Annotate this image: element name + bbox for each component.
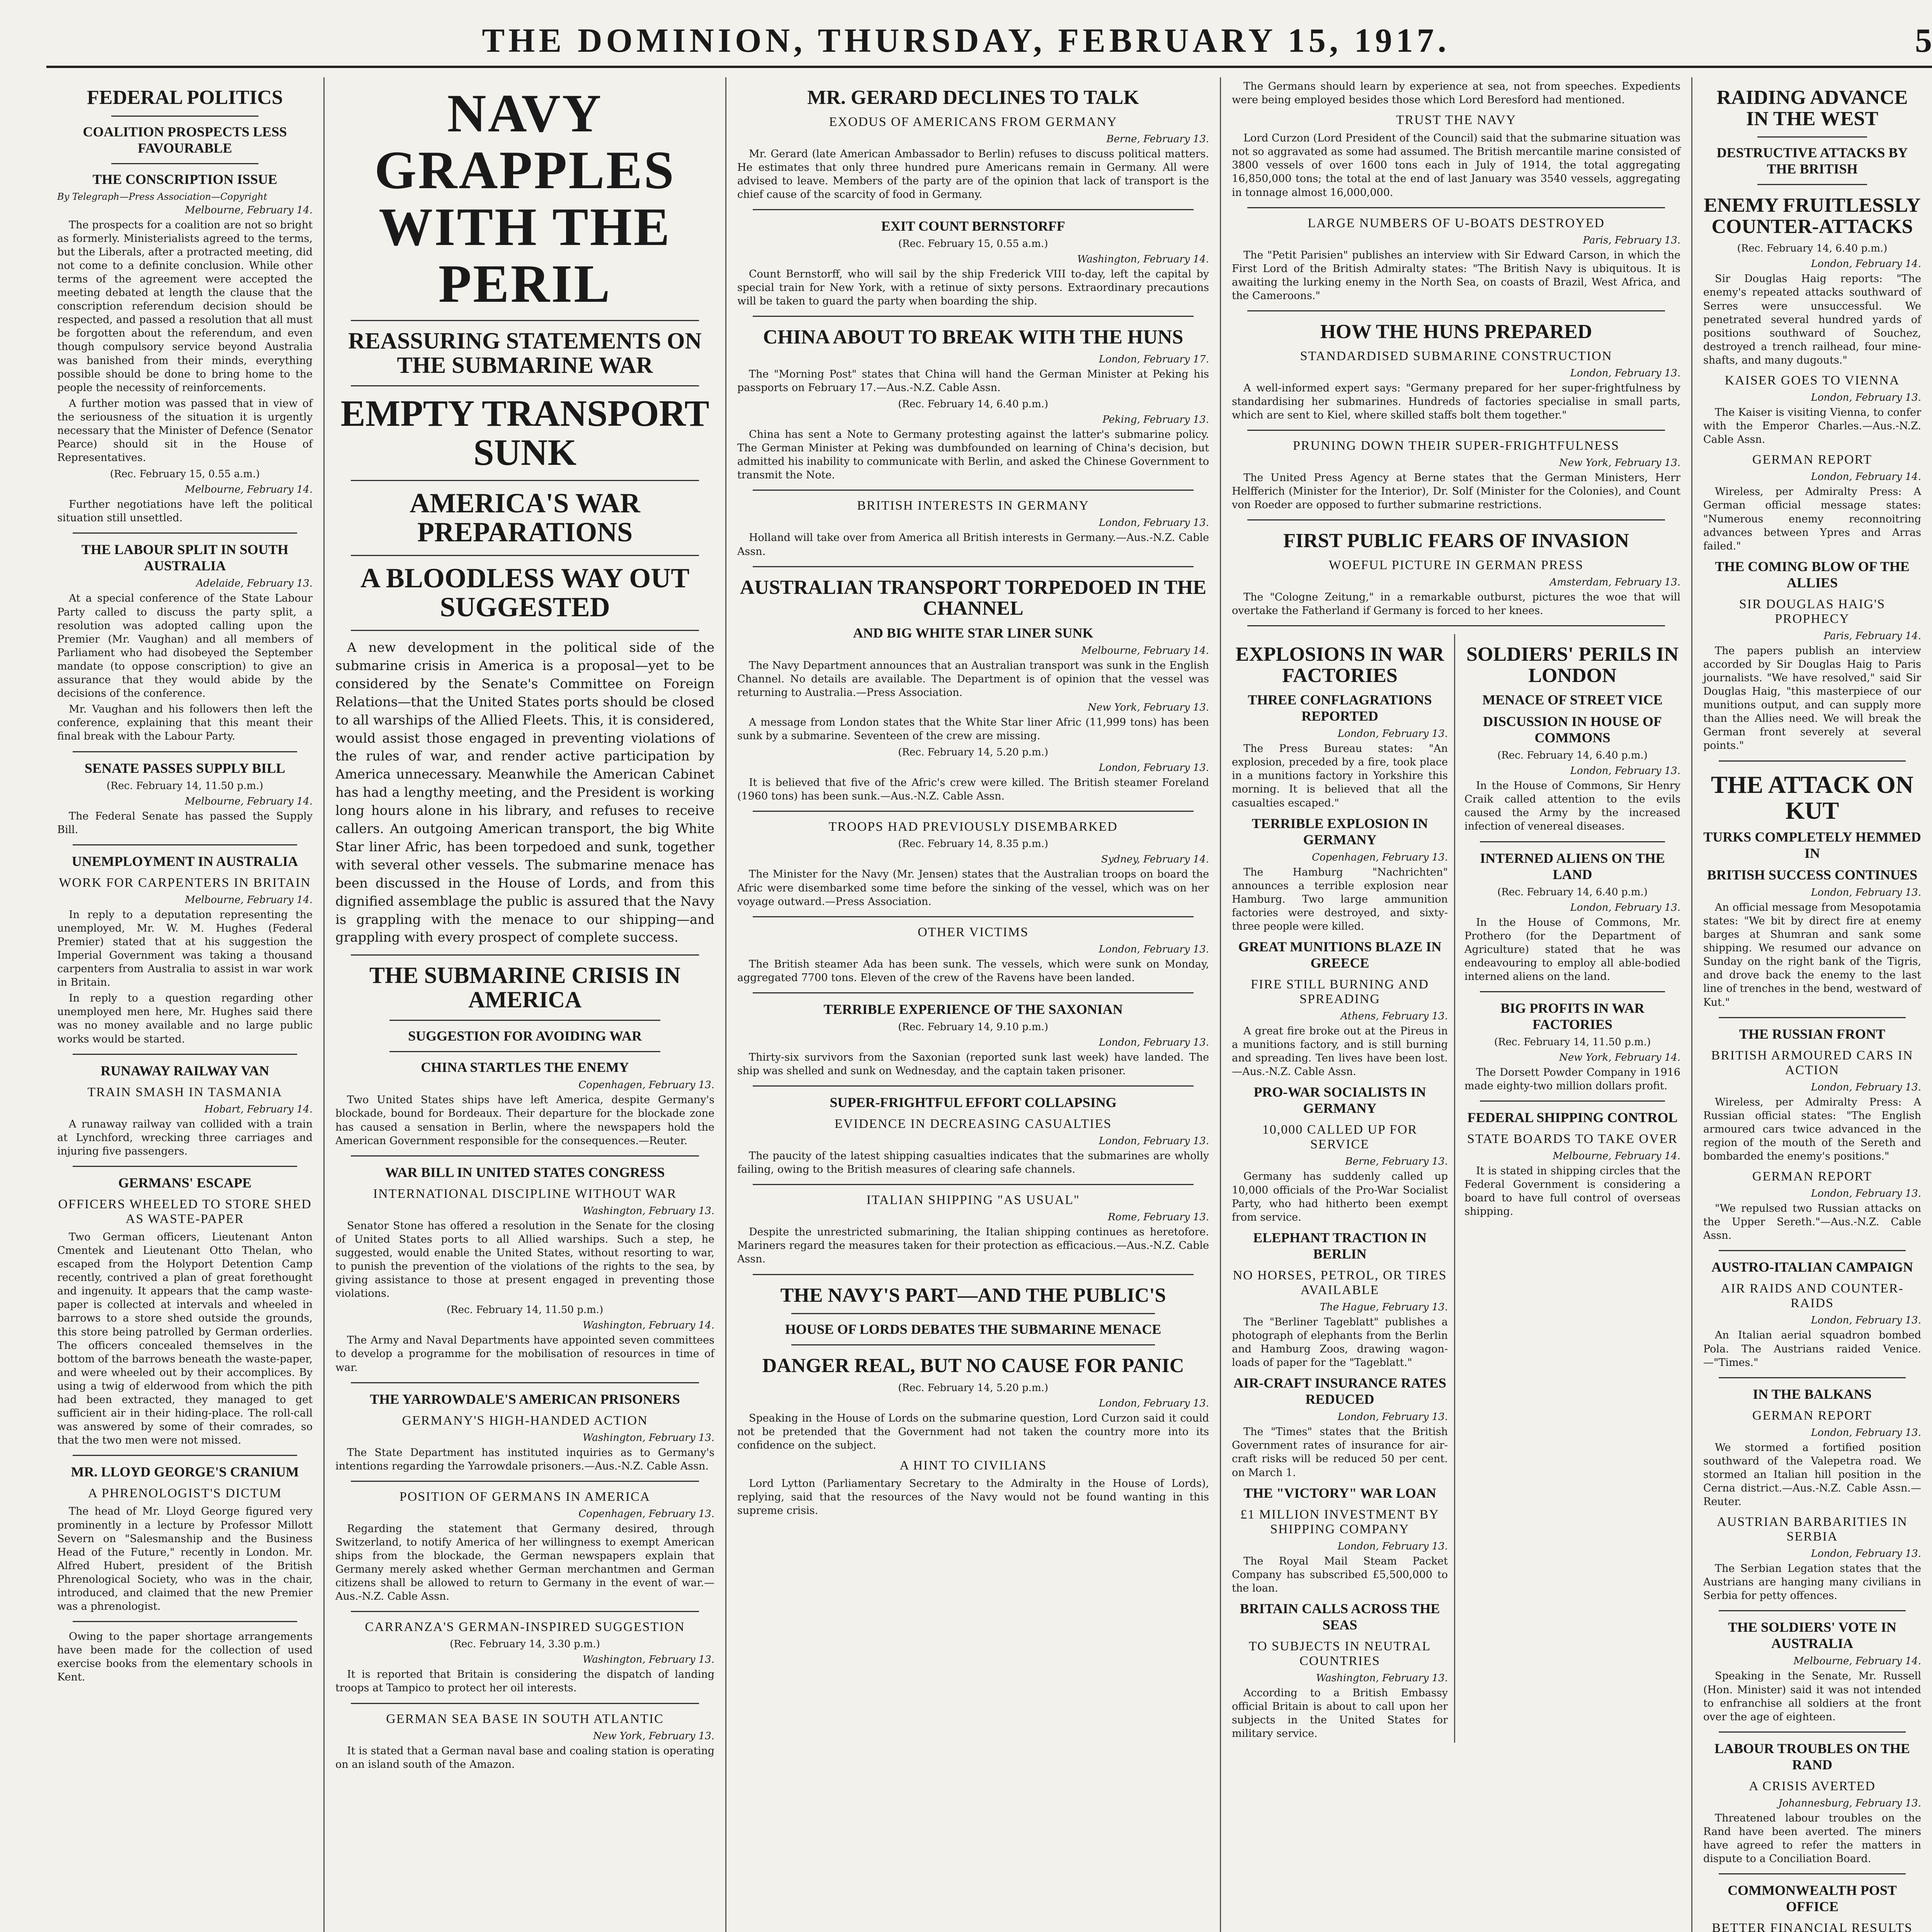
article-paragraph: The "Berliner Tageblatt" publishes a photograph of elephants from the Berlin and Hamburg Zoos, drawing wagon-loads of paper for the "Tageblatt."	[1232, 1316, 1448, 1369]
dateline: New York, February 14.	[1559, 1052, 1680, 1063]
dateline: Berne, February 13.	[1345, 1156, 1448, 1168]
divider	[389, 1020, 660, 1021]
subheadline: THE YARROWDALE'S AMERICAN PRISONERS	[370, 1391, 680, 1407]
dateline: Melbourne, February 14.	[185, 894, 313, 906]
article-paragraph: Sir Douglas Haig reports: "The enemy's repeated attacks southward of Serres were unsuccessful. We penetrated several hundred yards of positions southward of Souchez, destroyed a trench railhead, four mine-shafts, and many dugouts."	[1703, 273, 1921, 366]
divider	[389, 1051, 660, 1052]
article-paragraph: A great fire broke out at the Pireus in a munitions factory, and is still burning and spreading. Ten lives have been lost.—Aus.-N.Z. Cable Assn.	[1232, 1025, 1448, 1078]
subheadline: TRUST THE NAVY	[1396, 113, 1517, 128]
subheadline: A PHRENOLOGIST'S DICTUM	[88, 1486, 282, 1501]
article-paragraph: Further negotiations have left the political situation still unsettled.	[57, 498, 313, 524]
subheadline: GERMANS' ESCAPE	[118, 1175, 252, 1190]
subheadline: TRAIN SMASH IN TASMANIA	[87, 1085, 282, 1099]
subheadline: KAISER GOES TO VIENNA	[1725, 373, 1900, 388]
article-paragraph: In the House of Commons, Mr. Prothero (for the Department of Agriculture) stated that he was endeavouring to employ all able-bodied interned aliens on the land.	[1464, 916, 1680, 983]
received-note: (Rec. February 14, 6.40 p.m.)	[1497, 886, 1648, 898]
subheadline: STANDARDISED SUBMARINE CONSTRUCTION	[1300, 349, 1612, 363]
subheadline: HOUSE OF LORDS DEBATES THE SUBMARINE MENACE	[785, 1321, 1162, 1337]
received-note: (Rec. February 14, 6.40 p.m.)	[898, 398, 1048, 410]
dateline: Washington, February 13.	[582, 1205, 714, 1217]
headline: AUSTRALIAN TRANSPORT TORPEDOED IN THE CHANNEL	[740, 576, 1206, 620]
dateline: London, February 13.	[1811, 1548, 1921, 1560]
article-paragraph: An official message from Mesopotamia states: "We bit by direct fire at enemy barges at Shumran and sank some shipping. We resumed our advance on Sunday on the right bank of the Tigris, and drove back the enemy to the last line of trenches in the bend, westward of Kut."	[1703, 901, 1921, 1009]
article-paragraph: An Italian aerial squadron bombed Pola. The Austrians raided Venice.—"Times."	[1703, 1329, 1921, 1369]
received-note: (Rec. February 15, 0.55 a.m.)	[898, 238, 1048, 250]
article-paragraph: The head of Mr. Lloyd George figured very prominently in a lecture by Professor Millott Severn on "Salesmanship and the Business Head of the Future," recently in London. Mr. Alfred Hubert, president of the British Phrenological Society, who was in the chair, introduced, and claimed that the new Premier was a phrenologist.	[57, 1505, 313, 1613]
subheadline: EXIT COUNT BERNSTORFF	[881, 218, 1065, 234]
article-paragraph: The "Petit Parisien" publishes an interview with Sir Edward Carson, in which the First Lord of the British Admiralty states: "The British Navy is ubiquitous. It is awaiting the lurking enemy in the North Sea, on coasts of Brazil, West Africa, and the Cameroons."	[1232, 249, 1680, 302]
subheadline: WOEFUL PICTURE IN GERMAN PRESS	[1328, 558, 1584, 572]
column-1	[46, 77, 325, 1932]
dateline: London, February 13.	[1570, 901, 1680, 913]
divider	[1719, 1610, 1906, 1611]
article-paragraph: The "Times" states that the British Government rates of insurance for air-craft risks will be reduced 50 per cent. on March 1.	[1232, 1426, 1448, 1479]
article-paragraph: The Federal Senate has passed the Supply Bill.	[57, 810, 313, 836]
subheadline: GERMAN REPORT	[1752, 1169, 1872, 1184]
divider	[351, 1703, 699, 1704]
subheadline: THE RUSSIAN FRONT	[1739, 1026, 1886, 1042]
divider	[73, 751, 297, 752]
divider	[1480, 841, 1665, 842]
subheadline: WORK FOR CARPENTERS IN BRITAIN	[59, 875, 311, 890]
subheadline: DESTRUCTIVE ATTACKS BY THE BRITISH	[1716, 145, 1908, 177]
subheadline: AIR RAIDS AND COUNTER-RAIDS	[1721, 1281, 1904, 1311]
article-paragraph: Senator Stone has offered a resolution in the Senate for the closing of United States ports to all Allied warships. Such a step, he suggested, would enable the United States, without resorting to war, to punish the prevention of the violations of the rights to the sea, by giving assistance to those at present engaged in preventing those violations.	[335, 1219, 714, 1300]
subheadline: UNEMPLOYMENT IN AUSTRALIA	[71, 853, 298, 869]
subheadline: AIR-CRAFT INSURANCE RATES REDUCED	[1233, 1375, 1446, 1407]
dateline: London, February 13.	[1099, 1135, 1209, 1147]
article-paragraph: Holland will take over from America all British interests in Germany.—Aus.-N.Z. Cable Assn.	[737, 532, 1209, 558]
dateline: Melbourne, February 14.	[1553, 1150, 1680, 1162]
article-paragraph: We stormed a fortified position southward of the Valepetra road. We stormed an Italian hill position in the Cerna district.—Aus.-N.Z. Cable Assn.—Reuter.	[1703, 1441, 1921, 1508]
divider	[1719, 1731, 1906, 1733]
article-paragraph: Count Bernstorff, who will sail by the ship Frederick VIII to-day, left the capital by special train for New York, with a retinue of sixty persons. Extraordinary precautions will be taken to guard the party when boarding the ship.	[737, 268, 1209, 308]
dateline: Rome, February 13.	[1108, 1211, 1209, 1223]
subheadline: THE CONSCRIPTION ISSUE	[92, 171, 277, 187]
byline: By Telegraph—Press Association—Copyright	[57, 191, 267, 202]
subheadline: PRO-WAR SOCIALISTS IN GERMANY	[1253, 1084, 1426, 1116]
dateline: London, February 17.	[1099, 353, 1209, 365]
divider	[1757, 184, 1867, 185]
dateline: Berne, February 13.	[1106, 133, 1209, 145]
received-note: (Rec. February 14, 3.30 p.m.)	[450, 1638, 600, 1650]
headline: DANGER REAL, BUT NO CAUSE FOR PANIC	[762, 1355, 1184, 1377]
headline: A BLOODLESS WAY OUT SUGGESTED	[360, 562, 690, 623]
dateline: Adelaide, February 13.	[196, 578, 313, 590]
divider	[73, 1054, 297, 1055]
divider	[791, 1344, 1155, 1345]
article-paragraph: According to a British Embassy official Britain is about to call upon her subjects in the United States for military service.	[1232, 1687, 1448, 1740]
lead-article	[335, 639, 714, 947]
divider	[1719, 1017, 1906, 1018]
article-paragraph: Despite the unrestricted submarining, the Italian shipping continues as heretofore. Mariners regard the measures taken for their protection as efficacious.—Aus.-N.Z. Cable Assn.	[737, 1226, 1209, 1265]
masthead	[46, 15, 1932, 68]
article-paragraph: The Royal Mail Steam Packet Company has subscribed £5,500,000 to the loan.	[1232, 1555, 1448, 1594]
dateline: Melbourne, February 14.	[185, 484, 313, 496]
subheadline: THE "VICTORY" WAR LOAN	[1243, 1485, 1436, 1501]
article-paragraph: The United Press Agency at Berne states that the German Ministers, Herr Helfferich (Minister for the Interior), Dr. Solf (Minister for the Colonies), and Count von Roeder are opposed to further submarine restrictions.	[1232, 471, 1680, 511]
received-note: (Rec. February 14, 5.20 p.m.)	[898, 1382, 1048, 1394]
headline: EXPLOSIONS IN WAR FACTORIES	[1235, 643, 1444, 687]
dateline: London, February 13.	[1099, 762, 1209, 774]
subheadline: THREE CONFLAGRATIONS REPORTED	[1248, 692, 1432, 724]
subheadline: TERRIBLE EXPERIENCE OF THE SAXONIAN	[823, 1001, 1123, 1017]
divider	[73, 1621, 297, 1622]
received-note: (Rec. February 14, 5.20 p.m.)	[898, 747, 1048, 759]
dateline: London, February 13.	[1099, 1036, 1209, 1048]
divider	[73, 844, 297, 845]
headline: CHINA ABOUT TO BREAK WITH THE HUNS	[763, 326, 1184, 349]
dateline: New York, February 13.	[593, 1730, 714, 1742]
subheadline: GERMANY'S HIGH-HANDED ACTION	[402, 1413, 648, 1428]
received-note: (Rec. February 14, 6.40 p.m.)	[1737, 243, 1888, 255]
dateline: Paris, February 13.	[1583, 234, 1680, 246]
divider	[1719, 1250, 1906, 1251]
subheadline: TO SUBJECTS IN NEUTRAL COUNTRIES	[1248, 1639, 1431, 1668]
subheadline: A CRISIS AVERTED	[1749, 1779, 1876, 1793]
received-note: (Rec. February 14, 6.40 p.m.)	[1497, 750, 1648, 762]
article-paragraph: A message from London states that the White Star liner Afric (11,999 tons) has been sunk by a submarine. Seventeen of the crew are missing.	[737, 716, 1209, 742]
article-paragraph: It is stated in shipping circles that the Federal Government is considering a board to have full control of overseas shipping.	[1464, 1165, 1680, 1218]
article-paragraph: It is believed that five of the Afric's crew were killed. The British steamer Foreland (1960 tons) has been sunk.—Aus.-N.Z. Cable Assn.	[737, 777, 1209, 803]
subheadline: AUSTRIAN BARBARITIES IN SERBIA	[1717, 1515, 1908, 1544]
headline: THE ATTACK ON KUT	[1711, 770, 1913, 824]
article-paragraph: The papers publish an interview accorded by Sir Douglas Haig to Paris journalists. "We have resolved," said Sir Douglas Haig, "this masterpiece of our munitions output, and can supply more than the Allies need. We will break the German front severely at several points."	[1703, 645, 1921, 752]
dateline: Copenhagen, February 13.	[578, 1079, 714, 1091]
divider	[111, 163, 259, 164]
divider	[351, 320, 699, 321]
page-number: 5	[1915, 22, 1932, 60]
dateline: Washington, February 13.	[1316, 1672, 1448, 1684]
article-paragraph: Speaking in the Senate, Mr. Russell (Hon. Minister) said it was not intended to enfranchise all soldiers at the front over the age of eighteen.	[1703, 1670, 1921, 1723]
divider	[1247, 310, 1665, 311]
dateline: Peking, February 13.	[1102, 414, 1209, 426]
divider	[1480, 991, 1665, 992]
article-paragraph: At a special conference of the State Labour Party called to discuss the party split, a resolution was adopted calling upon the Premier (Mr. Vaughan) and all members of Parliament who had disobeyed the September mandate (to oppose conscription) to give an assurance that they would abide by the decisions of the conference.	[57, 592, 313, 700]
divider	[753, 490, 1194, 491]
article-paragraph: The Dorsett Powder Company in 1916 made eighty-two million dollars profit.	[1464, 1066, 1680, 1092]
dateline: London, February 13.	[1337, 1411, 1448, 1423]
dateline: London, February 13.	[1811, 886, 1921, 898]
dateline: London, February 13.	[1570, 765, 1680, 777]
divider	[753, 1184, 1194, 1185]
newspaper-page	[46, 77, 1932, 1932]
subheadline: IN THE BALKANS	[1753, 1386, 1872, 1402]
article-paragraph: Threatened labour troubles on the Rand have been averted. The miners have agreed to refer the matters in dispute to a Conciliation Board.	[1703, 1812, 1921, 1865]
divider	[753, 1085, 1194, 1087]
subheadline: AND BIG WHITE STAR LINER SUNK	[853, 625, 1094, 641]
dateline: London, February 13.	[1811, 1188, 1921, 1200]
received-note: (Rec. February 14, 11.50 p.m.)	[106, 780, 264, 792]
sub-column-right	[1464, 634, 1680, 1743]
article-paragraph: Thirty-six survivors from the Saxonian (reported sunk last week) have landed. The ship was shelled and sunk on Wednesday, and the captain taken prisoner.	[737, 1051, 1209, 1077]
article-paragraph: A well-informed expert says: "Germany prepared for her super-frightfulness by standardising her submarines. Hundreds of factories specialise in small parts, which are sent to Kiel, where skilled staffs bolt them together."	[1232, 382, 1680, 421]
divider	[791, 1313, 1155, 1314]
divider	[73, 532, 297, 534]
divider	[753, 916, 1194, 917]
subheadline: POSITION OF GERMANS IN AMERICA	[399, 1489, 651, 1504]
dateline: Amsterdam, February 13.	[1549, 576, 1680, 588]
article-paragraph: The Serbian Legation states that the Austrians are hanging many civilians in Serbia for petty offences.	[1703, 1563, 1921, 1602]
subheadline: RUNAWAY RAILWAY VAN	[100, 1063, 269, 1078]
headline: EMPTY TRANSPORT SUNK	[340, 393, 709, 473]
dateline: Melbourne, February 14.	[185, 204, 313, 216]
subheadline: SIR DOUGLAS HAIG'S PROPHECY	[1739, 597, 1886, 626]
dateline: The Hague, February 13.	[1320, 1301, 1448, 1313]
subheadline: A HINT TO CIVILIANS	[900, 1458, 1047, 1473]
divider	[753, 992, 1194, 993]
subheadline: TROOPS HAD PREVIOUSLY DISEMBARKED	[828, 820, 1118, 834]
article-paragraph: Two United States ships have left America, despite Germany's blockade, bound for Bordeaux. Their departure for the blockade zone has caused a sensation in Berlin, where the newspapers hold the American Government responsible for the consequences.—Reuter.	[335, 1094, 714, 1147]
divider	[73, 1166, 297, 1167]
dateline: Hobart, February 14.	[204, 1103, 313, 1115]
dateline: New York, February 13.	[1559, 457, 1680, 469]
headline: FIRST PUBLIC FEARS OF INVASION	[1283, 530, 1629, 552]
subheadline: OFFICERS WHEELED TO STORE SHED AS WASTE-PAPER	[58, 1197, 312, 1226]
dateline: Washington, February 13.	[582, 1654, 714, 1666]
headline: MR. GERARD DECLINES TO TALK	[807, 87, 1139, 109]
divider	[1480, 1100, 1665, 1102]
article-paragraph: Owing to the paper shortage arrangements have been made for the collection of used exercise books from the elementary schools in Kent.	[57, 1631, 313, 1684]
article-paragraph: A further motion was passed that in view of the seriousness of the situation it is urgently necessary that the Minister of Defence (Senator Pearce) should sit in the House of Representatives.	[57, 397, 313, 464]
divider	[1247, 207, 1665, 208]
subheadline: COMMONWEALTH POST OFFICE	[1728, 1883, 1897, 1915]
subheadline: OTHER VICTIMS	[918, 925, 1029, 939]
headline: THE SUBMARINE CRISIS IN AMERICA	[369, 963, 681, 1013]
dateline: London, February 13.	[1337, 1540, 1448, 1552]
subheadline: FEDERAL SHIPPING CONTROL	[1467, 1110, 1678, 1126]
article-paragraph: Regarding the statement that Germany desired, through Switzerland, to notify America of her willingness to exempt American ships from the blockade, the German newspapers explain that Germany merely asked whether German merchantmen and German citizens shall be allowed to return to Germany in the event of war.—Aus.-N.Z. Cable Assn.	[335, 1522, 714, 1603]
article-paragraph: The Kaiser is visiting Vienna, to confer with the Emperor Charles.—Aus.-N.Z. Cable Assn.	[1703, 406, 1921, 446]
subheadline: GERMAN SEA BASE IN SOUTH ATLANTIC	[386, 1711, 664, 1726]
dateline: Melbourne, February 14.	[1081, 645, 1209, 656]
article-paragraph: Wireless, per Admiralty Press: A German official message states: "Numerous enemy reconnoitring advances between Ypres and Arras failed."	[1703, 486, 1921, 552]
divider	[1719, 760, 1906, 762]
dateline: Washington, February 13.	[582, 1432, 714, 1444]
article-paragraph: Two German officers, Lieutenant Anton Cmentek and Lieutenant Otto Thelan, who escaped from the Holyport Detention Camp recently, contrived a plan of great forethought and ingenuity. It appears that the camp waste-paper is collected at intervals and wheeled in barrows to a store shed outside the grounds, this store being patrolled by German orderlies. The officers concealed themselves in the bottom of the barrows beneath the waste-paper, and were wheeled out by their accomplices. By using a twig of elderwood from which the pith had been extracted, they managed to get sufficient air in their hiding-place. The roll-call was answered by some of their comrades, so that the two men were not missed.	[57, 1231, 313, 1447]
headline: HOW THE HUNS PREPARED	[1320, 321, 1592, 343]
article-paragraph: Lord Curzon (Lord President of the Council) said that the submarine situation was not so aggravated as some had assumed. The British mercantile marine consisted of 3800 vessels of over 1600 tons each in July of 1914, the total aggregating 16,850,000 tons; the total at the end of last January was 3540 vessels, aggregating in tonnage almost 16,000,000.	[1232, 132, 1680, 199]
divider	[351, 1382, 699, 1383]
subheadline: INTERNED ALIENS ON THE LAND	[1480, 850, 1665, 882]
headline: FEDERAL POLITICS	[87, 87, 283, 109]
article-paragraph: The Hamburg "Nachrichten" announces a terrible explosion near Hamburg. Two large ammunition factories were destroyed, and sixty-three people were killed.	[1232, 866, 1448, 932]
subheadline: £1 MILLION INVESTMENT BY SHIPPING COMPANY	[1240, 1507, 1439, 1536]
subheadline: CARRANZA'S GERMAN-INSPIRED SUGGESTION	[365, 1620, 685, 1634]
divider	[1247, 430, 1665, 431]
subheadline: BETTER FINANCIAL RESULTS	[1712, 1921, 1913, 1932]
headline: RAIDING ADVANCE IN THE WEST	[1716, 87, 1908, 130]
column-3	[726, 77, 1221, 1932]
subheadline: GREAT MUNITIONS BLAZE IN GREECE	[1238, 939, 1442, 971]
dateline: Sydney, February 14.	[1101, 854, 1209, 866]
subheadline: STATE BOARDS TO TAKE OVER	[1467, 1132, 1678, 1146]
column-5	[1692, 77, 1932, 1932]
headline: ENEMY FRUITLESSLY COUNTER-ATTACKS	[1704, 194, 1921, 238]
dateline: Washington, February 14.	[582, 1320, 714, 1332]
dateline: London, February 13.	[1099, 943, 1209, 955]
divider	[753, 316, 1194, 317]
dateline: London, February 13.	[1811, 392, 1921, 404]
article-paragraph: The State Department has instituted inquiries as to Germany's intentions regarding the Yarrowdale prisoners.—Aus.-N.Z. Cable Assn.	[335, 1446, 714, 1472]
dateline: London, February 14.	[1811, 258, 1921, 270]
subheadline: AUSTRO-ITALIAN CAMPAIGN	[1711, 1259, 1913, 1275]
subheadline: SUPER-FRIGHTFUL EFFORT COLLAPSING	[830, 1095, 1117, 1111]
subheadline: TERRIBLE EXPLOSION IN GERMANY	[1252, 815, 1428, 847]
subheadline: TURKS COMPLETELY HEMMED IN	[1703, 829, 1921, 861]
headline: AMERICA'S WAR PREPARATIONS	[410, 487, 640, 548]
dateline: London, February 13.	[1099, 517, 1209, 529]
subheadline: BRITAIN CALLS ACROSS THE SEAS	[1240, 1600, 1440, 1633]
dateline: London, February 13.	[1811, 1315, 1921, 1327]
subheadline: WAR BILL IN UNITED STATES CONGRESS	[385, 1164, 665, 1180]
subheadline: THE LABOUR SPLIT IN SOUTH AUSTRALIA	[81, 542, 289, 574]
divider	[1757, 136, 1867, 138]
dateline: London, February 13.	[1570, 367, 1680, 379]
divider	[351, 385, 699, 386]
column-2	[325, 77, 726, 1932]
article-paragraph: The Army and Naval Departments have appointed seven committees to develop a programme for the mobilisation of resources in time of war.	[335, 1334, 714, 1374]
main-headline: NAVY GRAPPLES WITH THE PERIL	[374, 83, 675, 314]
article-paragraph: The paucity of the latest shipping casualties indicates that the submarines are wholly failing, owing to the British measures of clearing safe channels.	[737, 1150, 1209, 1176]
article-paragraph: Mr. Gerard (late American Ambassador to Berlin) refuses to discuss political matters. He estimates that only three hundred pure Americans remain in Germany. All were advised to leave. Members of the party are of the opinion that lack of transport is the chief cause of the scarcity of food in Germany.	[737, 148, 1209, 201]
article-paragraph: China has sent a Note to Germany protesting against the latter's submarine policy. The German Minister at Peking was dumbfounded on learning of China's decision, but admitted his inability to communicate with Berlin, and asked the Chinese Government to transmit the Note.	[737, 429, 1209, 481]
dateline: Paris, February 14.	[1823, 630, 1921, 642]
divider	[351, 1155, 699, 1156]
received-note: (Rec. February 14, 9.10 p.m.)	[898, 1021, 1048, 1033]
article-paragraph: The "Cologne Zeitung," in a remarkable outburst, pictures the woe that will overtake the Fatherland if Germany is forced to her knees.	[1232, 591, 1680, 617]
dateline: New York, February 13.	[1088, 702, 1209, 714]
masthead-title: THE DOMINION, THURSDAY, FEBRUARY 15, 1917.	[482, 22, 1450, 60]
divider	[351, 1481, 699, 1482]
headline: REASSURING STATEMENTS ON THE SUBMARINE WAR	[348, 328, 702, 378]
received-note: (Rec. February 14, 8.35 p.m.)	[898, 838, 1048, 850]
dateline: London, February 13.	[1811, 1081, 1921, 1093]
article-paragraph: Lord Lytton (Parliamentary Secretary to the Admiralty in the House of Lords), replying, said that the resources of the Navy would not be found wanting in this supreme crisis.	[737, 1478, 1209, 1517]
subheadline: THE COMING BLOW OF THE ALLIES	[1715, 558, 1910, 590]
article-paragraph: Germany has suddenly called up 10,000 officials of the Pro-War Socialist Party, who had hitherto been exempt from service.	[1232, 1170, 1448, 1223]
subheadline: GERMAN REPORT	[1752, 452, 1872, 467]
subheadline: MR. LLOYD GEORGE'S CRANIUM	[71, 1464, 299, 1480]
article-paragraph: In reply to a question regarding other unemployed men here, Mr. Hughes said there was no money available and no large public works would be started.	[57, 992, 313, 1045]
article-paragraph: Mr. Vaughan and his followers then left the conference, explaining that this meant their final break with the Labour Party.	[57, 703, 313, 743]
divider	[1719, 1377, 1906, 1378]
divider	[351, 1611, 699, 1612]
two-column-section	[1232, 634, 1680, 1743]
article-paragraph: The "Morning Post" states that China will hand the German Minister at Peking his passports on February 17.—Aus.-N.Z. Cable Assn.	[737, 368, 1209, 394]
dateline: Copenhagen, February 13.	[578, 1508, 714, 1520]
divider	[1719, 1873, 1906, 1874]
subheadline: PRUNING DOWN THEIR SUPER-FRIGHTFULNESS	[1293, 438, 1620, 453]
sub-column-left	[1232, 634, 1455, 1743]
article-paragraph: A new development in the political side of the submarine crisis in America is a proposal—yet to be considered by the Senate's Committee on Foreign Relations—that the United States ports should be closed to all warships of the Allied Fleets. This, it is considered, would assist those engaged in preventing violations of the rules of war, and render active participation by America unnecessary. Meanwhile the American Cabinet has had a lengthy meeting, and the President is working long hours alone in his library, and refuses to receive callers. An outgoing American transport, the big White Star liner Afric, has been torpedoed and sunk, together with several other vessels. The submarine menace has been discussed in the House of Lords, and from this dignified assemblage the public is assured that the Navy is grappling with the menace to our shipping—and grappling with every prospect of complete success.	[335, 639, 714, 946]
subheadline: BRITISH INTERESTS IN GERMANY	[857, 498, 1089, 513]
received-note: (Rec. February 14, 11.50 p.m.)	[1494, 1036, 1651, 1048]
divider	[753, 566, 1194, 567]
dateline: London, February 14.	[1811, 471, 1921, 483]
dateline: Melbourne, February 14.	[1793, 1655, 1921, 1667]
divider	[351, 630, 699, 631]
subheadline: SENATE PASSES SUPPLY BILL	[84, 760, 286, 776]
divider	[351, 954, 699, 956]
subheadline: GERMAN REPORT	[1752, 1408, 1872, 1423]
divider	[753, 1274, 1194, 1275]
subheadline: EVIDENCE IN DECREASING CASUALTIES	[834, 1117, 1112, 1131]
article-paragraph: The Germans should learn by experience at sea, not from speeches. Expedients were being employed besides those which Lord Beresford had mentioned.	[1232, 80, 1680, 106]
dateline: London, February 13.	[1811, 1427, 1921, 1439]
column-4	[1221, 77, 1692, 1932]
subheadline: BRITISH SUCCESS CONTINUES	[1707, 867, 1918, 883]
article-paragraph: The Press Bureau states: "An explosion, preceded by a fire, took place in a munitions factory in Yorkshire this morning. It is believed that all the casualties escaped."	[1232, 743, 1448, 809]
dateline: Johannesburg, February 13.	[1778, 1797, 1921, 1809]
headline: THE NAVY'S PART—AND THE PUBLIC'S	[780, 1284, 1166, 1306]
article-paragraph: In reply to a deputation representing the unemployed, Mr. W. M. Hughes (Federal Premier) stated that at his suggestion the Imperial Government was taking a thousand carpenters from Australia to assist in war work in Britain.	[57, 908, 313, 989]
divider	[1247, 519, 1665, 520]
dateline: London, February 13.	[1099, 1397, 1209, 1409]
subheadline: FIRE STILL BURNING AND SPREADING	[1250, 977, 1429, 1007]
subheadline: ITALIAN SHIPPING "AS USUAL"	[866, 1193, 1080, 1208]
subheadline: INTERNATIONAL DISCIPLINE WITHOUT WAR	[373, 1186, 677, 1201]
dateline: Athens, February 13.	[1340, 1010, 1448, 1022]
dateline: Washington, February 14.	[1077, 253, 1209, 265]
article-paragraph: It is stated that a German naval base and coaling station is operating on an island south of the Amazon.	[335, 1745, 714, 1770]
subheadline: LABOUR TROUBLES ON THE RAND	[1714, 1740, 1910, 1772]
headline: SOLDIERS' PERILS IN LONDON	[1466, 643, 1679, 687]
divider	[111, 116, 259, 117]
subheadline: LARGE NUMBERS OF U-BOATS DESTROYED	[1308, 216, 1605, 230]
article-paragraph: The British steamer Ada has been sunk. The vessels, which were sunk on Monday, aggregated 7700 tons. Eleven of the crew of the Ravens have been landed.	[737, 958, 1209, 984]
article-paragraph: A runaway railway van collided with a train at Lynchford, wrecking three carriages and injuring five passengers.	[57, 1118, 313, 1157]
divider	[753, 811, 1194, 812]
subheadline: THE SOLDIERS' VOTE IN AUSTRALIA	[1728, 1619, 1896, 1651]
article-paragraph: Wireless, per Admiralty Press: A Russian official states: "The English armoured cars twice advanced in the region of the mouth of the Sereth and bombarded the enemy's positions."	[1703, 1096, 1921, 1163]
article-paragraph: The Navy Department announces that an Australian transport was sunk in the English Channel. No details are available. The Department is of opinion that the vessel was returning to Australia.—Press Association.	[737, 659, 1209, 699]
subheadline: BRITISH ARMOURED CARS IN ACTION	[1711, 1048, 1913, 1077]
article-paragraph: In the House of Commons, Sir Henry Craik called attention to the evils caused the Army by the increased infection of venereal diseases.	[1464, 780, 1680, 833]
received-note: (Rec. February 15, 0.55 a.m.)	[110, 468, 260, 480]
divider	[73, 1455, 297, 1456]
article-paragraph: The prospects for a coalition are not so bright as formerly. Ministerialists agreed to the terms, but the Liberals, after a protracted meeting, did not come to a definite conclusion. While other terms of the agreement were accepted the meeting debated at length the clause that the conscription referendum decision should be respected, and passed a resolution that all must be forgotten about the referendum, and even though compulsory service beyond Australia was banished from their minds, everything possible should be done to bring home to the people the necessity of reinforcements.	[57, 219, 313, 394]
divider	[1247, 625, 1665, 626]
subheadline: NO HORSES, PETROL, OR TIRES AVAILABLE	[1233, 1268, 1447, 1297]
received-note: (Rec. February 14, 11.50 p.m.)	[446, 1304, 604, 1316]
divider	[753, 209, 1194, 210]
subheadline: DISCUSSION IN HOUSE OF COMMONS	[1483, 714, 1662, 746]
subheadline: CHINA STARTLES THE ENEMY	[421, 1060, 629, 1075]
divider	[351, 555, 699, 556]
dateline: Copenhagen, February 13.	[1312, 851, 1448, 863]
subheadline: EXODUS OF AMERICANS FROM GERMANY	[829, 114, 1117, 129]
subheadline: 10,000 CALLED UP FOR SERVICE	[1262, 1122, 1418, 1152]
article-paragraph: Speaking in the House of Lords on the submarine question, Lord Curzon said it could not be pretended that the Government had not taken the country more into its confidence on the subject.	[737, 1412, 1209, 1451]
subheadline: ELEPHANT TRACTION IN BERLIN	[1253, 1230, 1427, 1262]
article-paragraph: "We repulsed two Russian attacks on the Upper Sereth."—Aus.-N.Z. Cable Assn.	[1703, 1202, 1921, 1242]
divider	[351, 480, 699, 481]
subheadline: BIG PROFITS IN WAR FACTORIES	[1500, 1000, 1645, 1032]
article-paragraph: The Minister for the Navy (Mr. Jensen) states that the Australian troops on board the Afric were disembarked some time before the sinking of the vessel, which was on her voyage outward.—Press Association.	[737, 868, 1209, 908]
subheadline: COALITION PROSPECTS LESS FAVOURABLE	[83, 124, 287, 156]
article-paragraph: It is reported that Britain is considering the dispatch of landing troops at Tampico to protect her oil interests.	[335, 1668, 714, 1694]
dateline: Melbourne, February 14.	[185, 795, 313, 807]
dateline: London, February 13.	[1337, 728, 1448, 740]
subheadline: MENACE OF STREET VICE	[1482, 692, 1663, 708]
subheadline: SUGGESTION FOR AVOIDING WAR	[408, 1028, 642, 1044]
